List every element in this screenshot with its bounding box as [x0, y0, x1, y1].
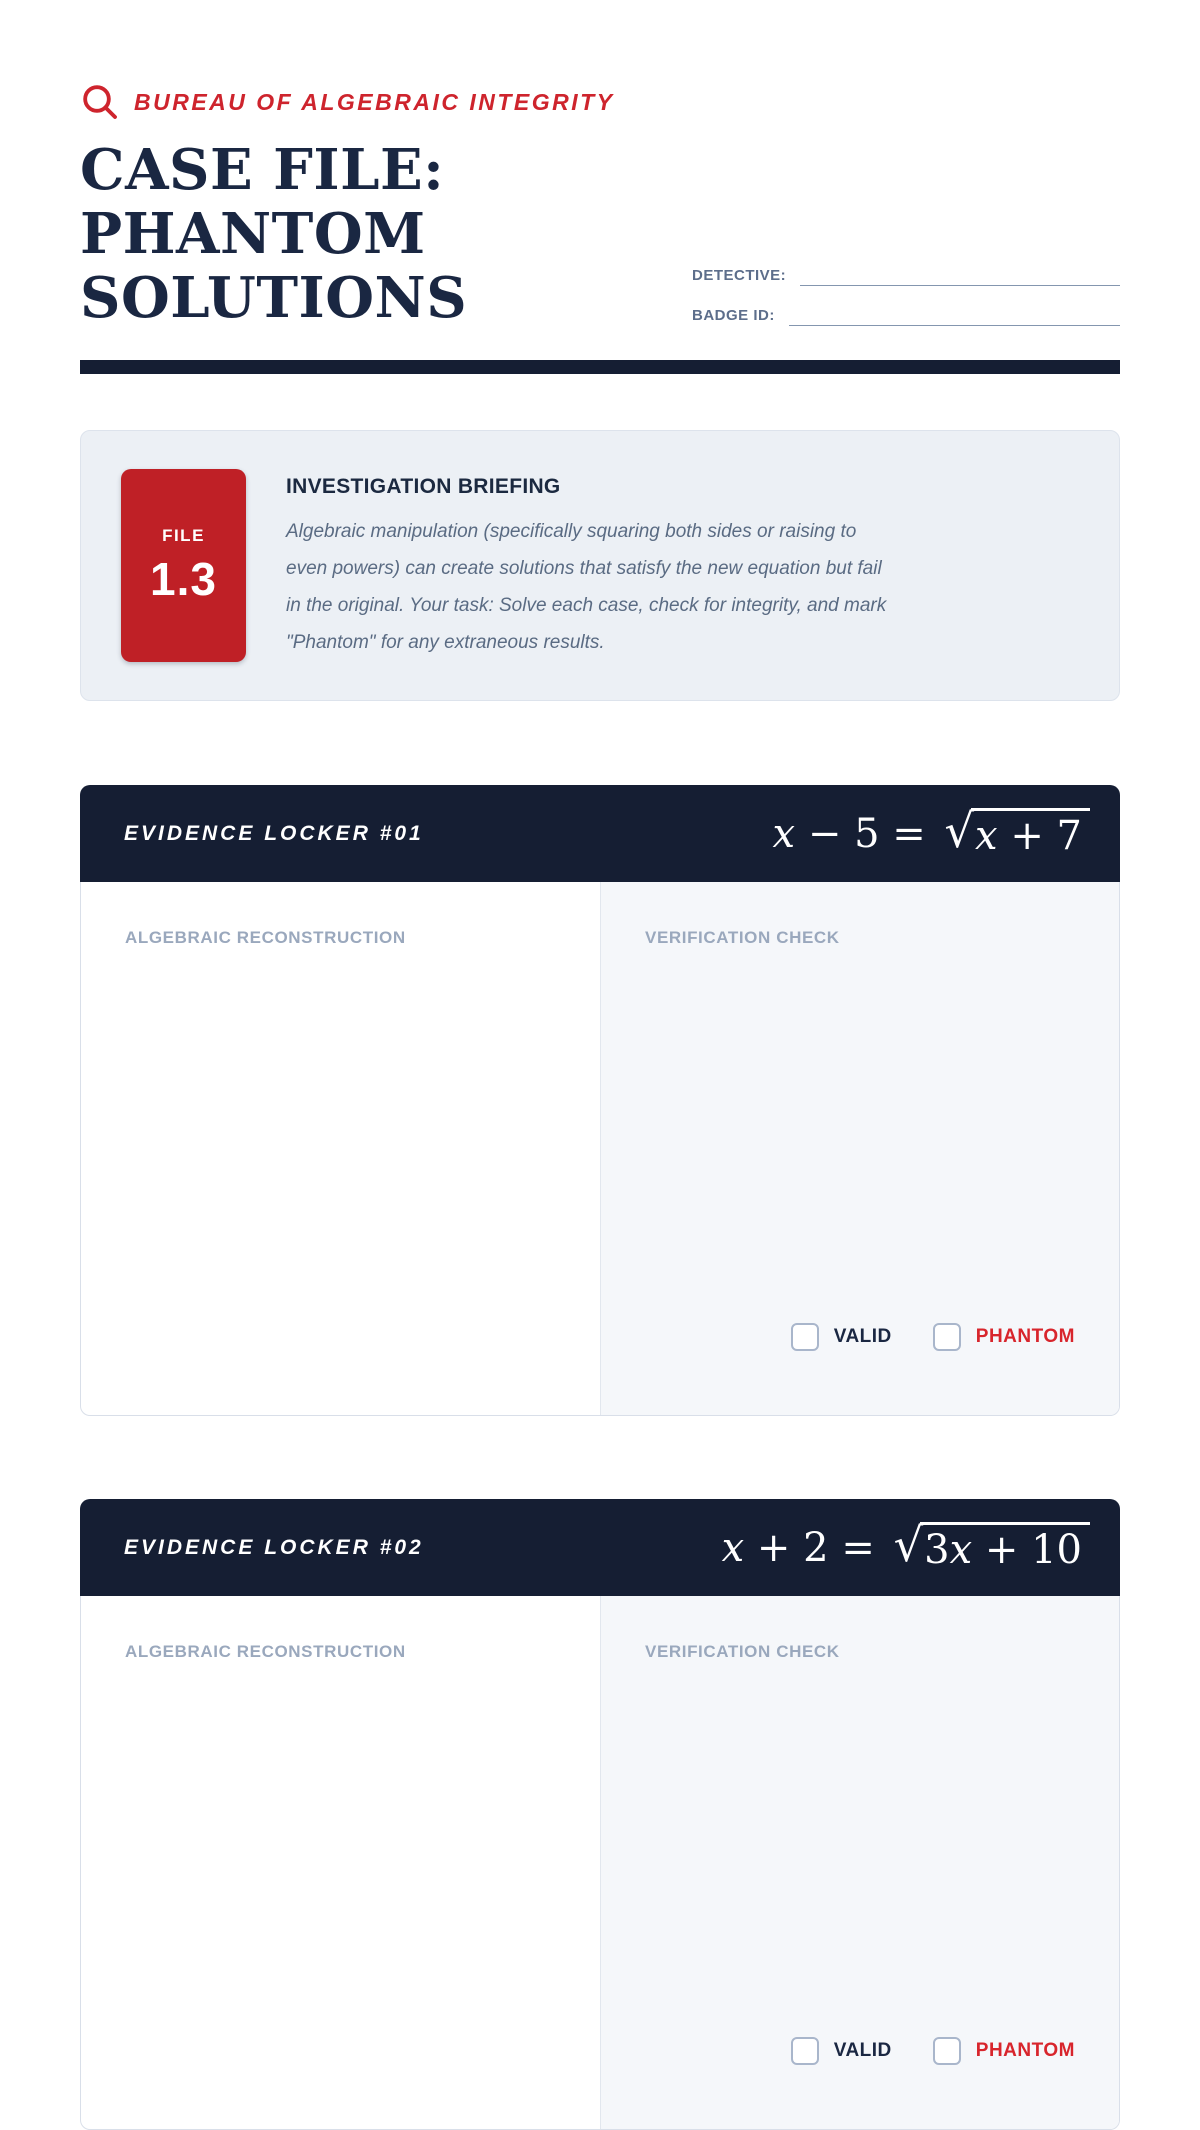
- right-column-header: VERIFICATION CHECK: [645, 1642, 840, 1661]
- valid-checkbox[interactable]: [791, 1323, 819, 1351]
- briefing-line-2: even powers) can create solutions that satisfy the new equation but fail: [286, 558, 882, 579]
- file-badge-number: 1.3: [150, 552, 217, 605]
- phantom-checkbox[interactable]: [933, 1323, 961, 1351]
- algebraic-reconstruction-column: [81, 1596, 600, 2129]
- reconstruction-work-area[interactable]: [125, 948, 556, 1369]
- equation-lhs: x − 5 =: [772, 810, 926, 857]
- magnifier-icon: [80, 82, 120, 122]
- locker-01-label: EVIDENCE LOCKER #01: [124, 821, 424, 845]
- valid-checkbox[interactable]: [791, 2037, 819, 2065]
- briefing-body: [286, 513, 886, 661]
- evidence-locker-01: [80, 785, 1120, 1416]
- radical: [944, 804, 1090, 859]
- title-line-2: PHANTOM: [80, 201, 426, 267]
- algebraic-reconstruction-column: [81, 882, 600, 1415]
- locker-02-header: [80, 1499, 1120, 1596]
- agency-header: [80, 82, 1120, 122]
- right-column-header: VERIFICATION CHECK: [645, 928, 840, 947]
- verification-check-column: [600, 1596, 1119, 2129]
- briefing-heading: INVESTIGATION BRIEFING: [286, 475, 561, 498]
- briefing-line-4: "Phantom" for any extraneous results.: [286, 632, 605, 653]
- locker-01-body: [80, 882, 1120, 1416]
- verdict-row: [645, 2037, 1075, 2083]
- reconstruction-work-area[interactable]: [125, 1662, 556, 2083]
- valid-label: VALID: [833, 1326, 892, 1347]
- badge-id-input-line[interactable]: [789, 304, 1120, 326]
- evidence-locker-02: [80, 1499, 1120, 2130]
- valid-label: VALID: [833, 2040, 892, 2061]
- title-line-1: CASE FILE:: [80, 137, 445, 203]
- radicand: 3x + 10: [920, 1522, 1090, 1573]
- badge-id-label: BADGE ID:: [692, 307, 775, 324]
- title-row: [80, 138, 1120, 330]
- agency-name: BUREAU OF ALGEBRAIC INTEGRITY: [134, 88, 615, 115]
- title-line-3: SOLUTIONS: [80, 265, 468, 331]
- briefing-line-1: Algebraic manipulation (specifically squaring both sides or raising to: [286, 521, 857, 542]
- briefing-line-3: in the original. Your task: Solve each case, check for integrity, and mark: [286, 595, 887, 616]
- detective-label: DETECTIVE:: [692, 267, 787, 284]
- radical-sign-icon: √: [944, 804, 975, 858]
- locker-01-equation: [772, 804, 1090, 859]
- badge-row: [692, 304, 1120, 326]
- investigation-briefing-panel: [80, 430, 1120, 701]
- locker-02-label: EVIDENCE LOCKER #02: [124, 1535, 424, 1559]
- detective-input-line[interactable]: [800, 264, 1120, 286]
- left-column-header: ALGEBRAIC RECONSTRUCTION: [125, 928, 406, 947]
- radicand: x + 7: [971, 808, 1090, 859]
- left-column-header: ALGEBRAIC RECONSTRUCTION: [125, 1642, 406, 1661]
- briefing-text: [286, 469, 886, 662]
- file-badge-label: FILE: [162, 525, 205, 545]
- locker-02-body: [80, 1596, 1120, 2130]
- divider-rule: [80, 360, 1120, 374]
- radical: [893, 1518, 1090, 1573]
- radical-sign-icon: √: [893, 1518, 924, 1572]
- verification-check-column: [600, 882, 1119, 1415]
- file-number-badge: [121, 469, 246, 662]
- verdict-row: [645, 1323, 1075, 1369]
- phantom-label: PHANTOM: [975, 1326, 1075, 1347]
- page-title: [80, 138, 467, 330]
- identity-fields: [692, 246, 1120, 330]
- equation-lhs: x + 2 =: [721, 1524, 875, 1571]
- phantom-label: PHANTOM: [975, 2040, 1075, 2061]
- phantom-checkbox[interactable]: [933, 2037, 961, 2065]
- locker-01-header: [80, 785, 1120, 882]
- detective-row: [692, 264, 1120, 286]
- locker-02-equation: [721, 1518, 1090, 1573]
